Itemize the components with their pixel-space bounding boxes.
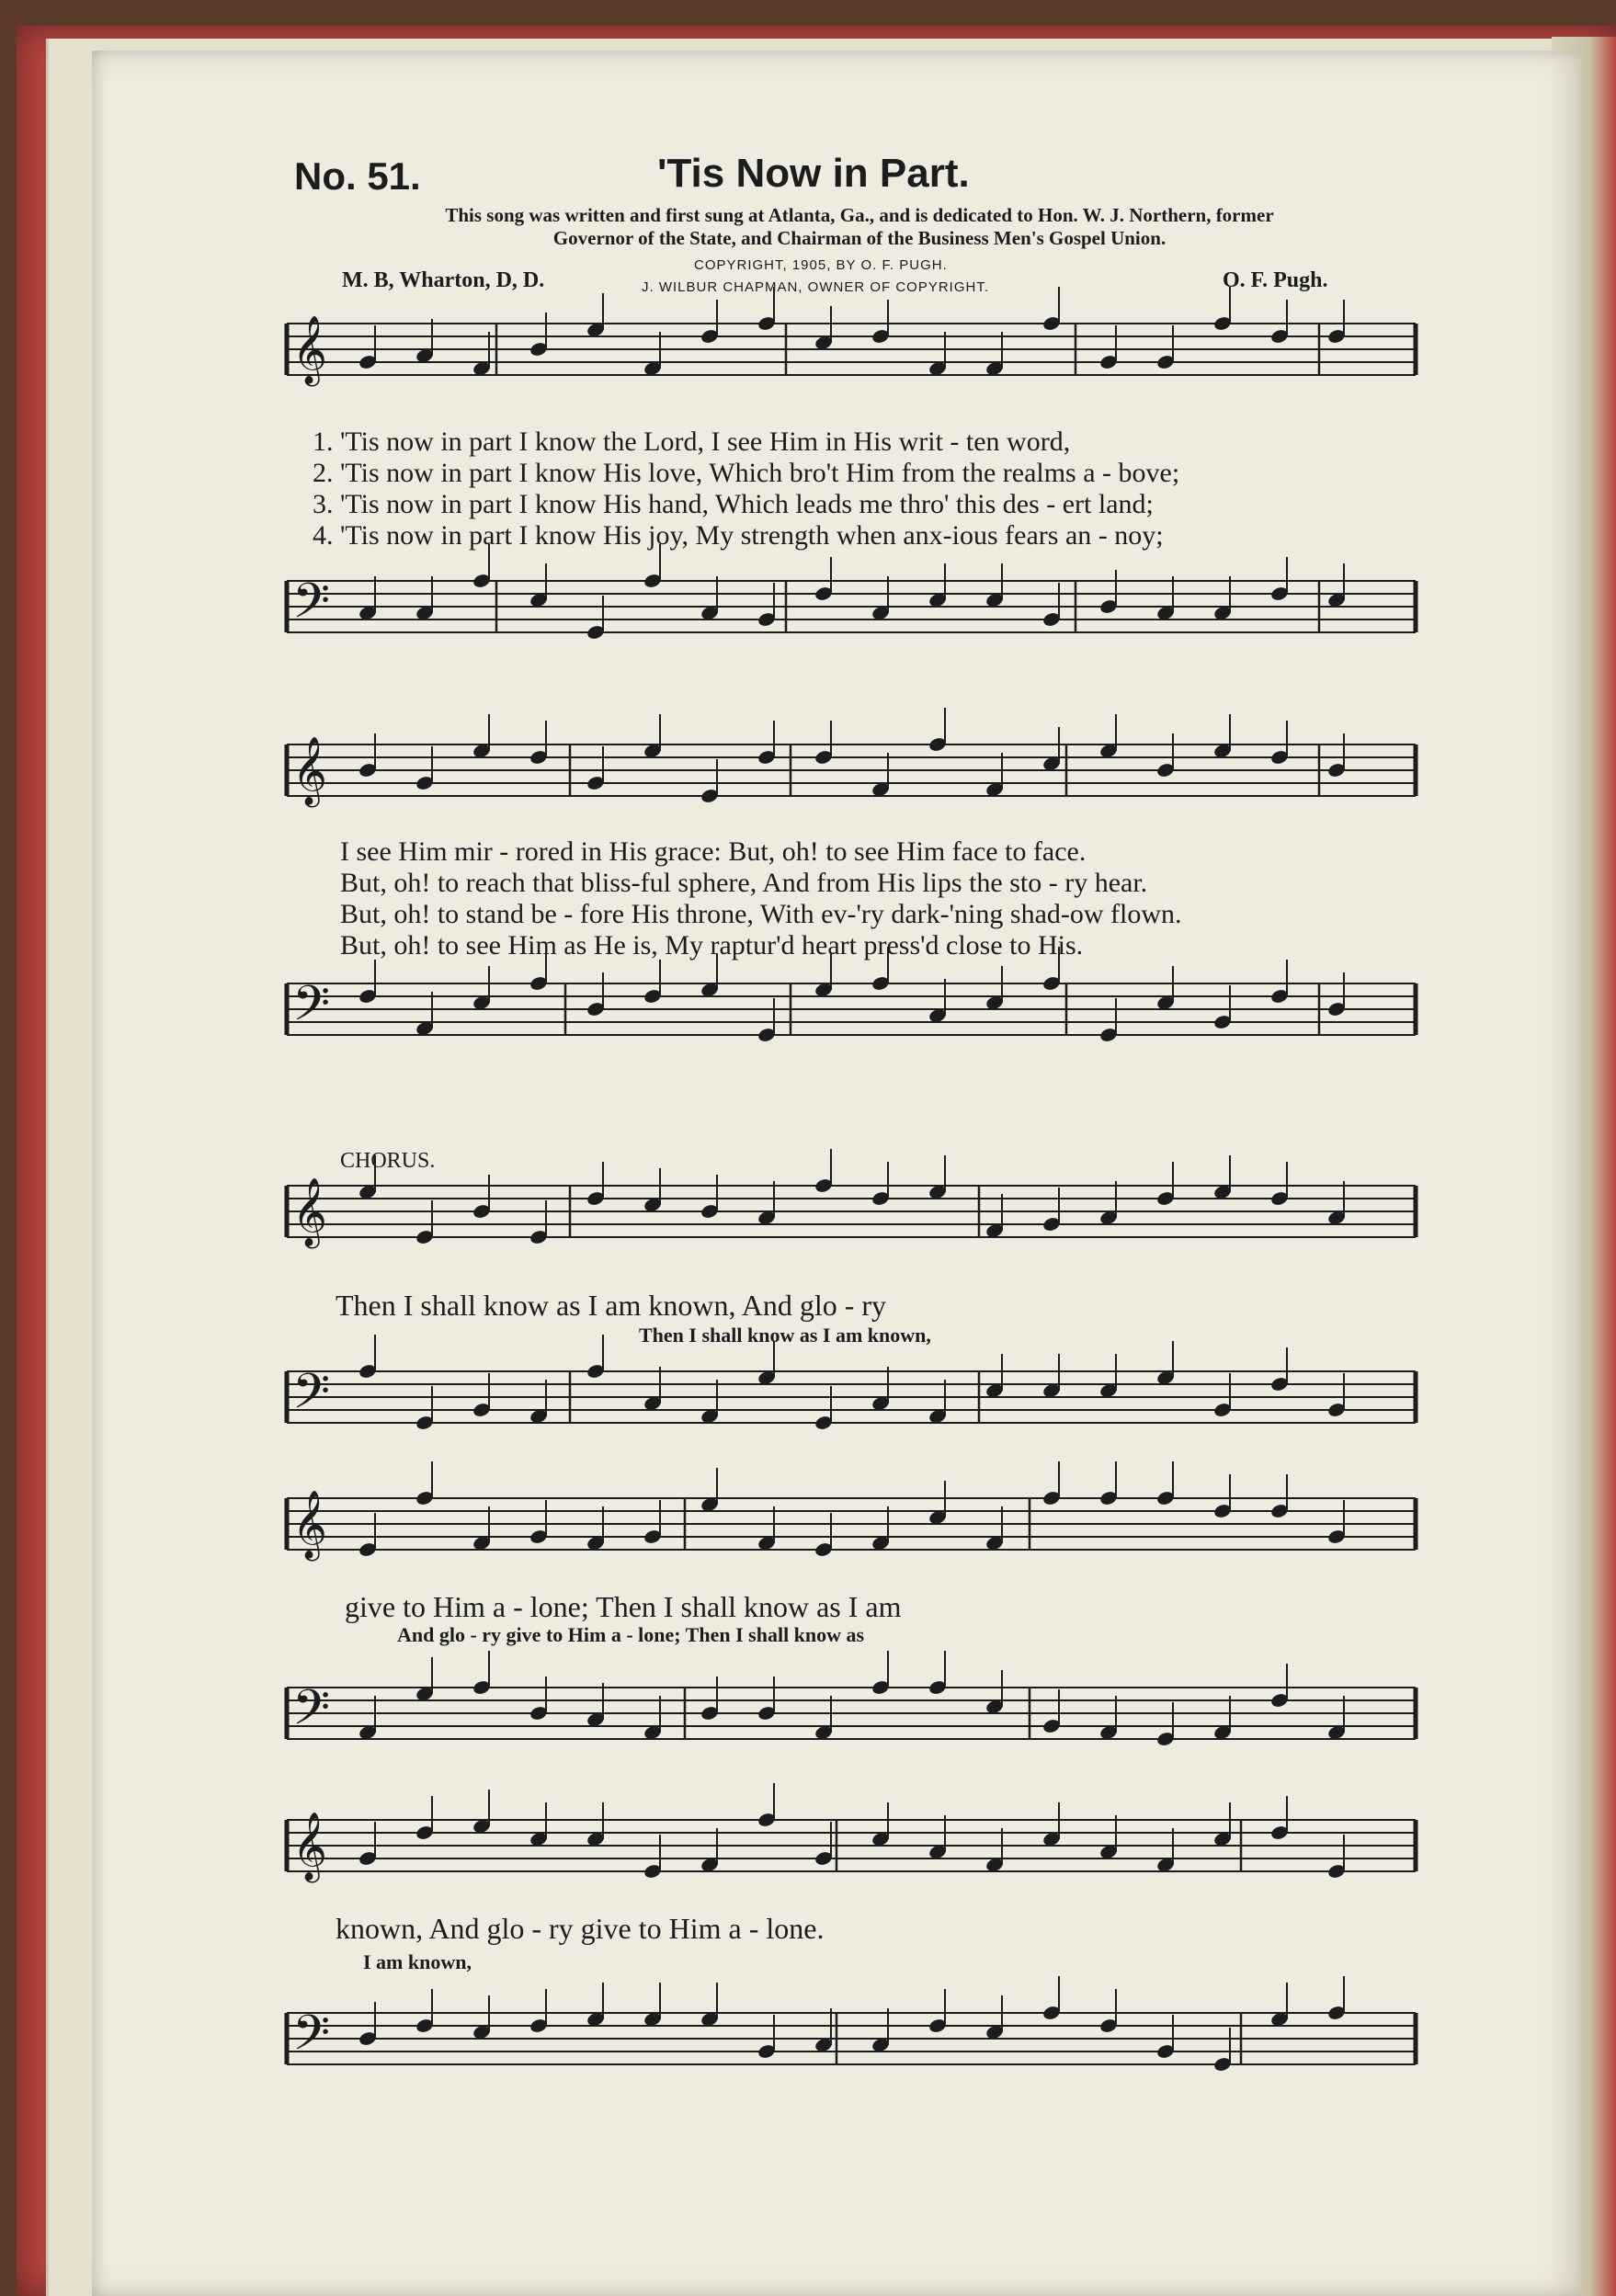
- bass-clef-icon: 𝄢: [292, 574, 331, 642]
- chorus-line-2-treble: give to Him a - lone; Then I shall know as I am: [345, 1590, 902, 1623]
- note-group: [292, 287, 1347, 2074]
- bass-clef-icon: 𝄢: [292, 1680, 331, 1748]
- dedication-line-2: Governor of the State, and Chairman of the Business Men's Gospel Union.: [552, 227, 1166, 249]
- verse-1-line-2: I see Him mir - rored in His grace: But, oh! to see Him face to face.: [340, 836, 1087, 867]
- hymn-number: No. 51.: [294, 154, 421, 198]
- bass-clef-icon: 𝄢: [292, 976, 331, 1044]
- chorus-line-1-bass: Then I shall know as I am known,: [639, 1324, 931, 1347]
- composer-credit: O. F. Pugh.: [1223, 268, 1328, 292]
- verse-4-line-1: 4. 'Tis now in part I know His joy, My strength when anx-ious fears an - noy;: [313, 520, 1164, 551]
- bass-clef-icon: 𝄢: [292, 1364, 331, 1432]
- verse-2-line-2: But, oh! to reach that bliss-ful sphere, And from His lips the sto - ry hear.: [340, 868, 1148, 898]
- lyricist-credit: M. B, Wharton, D, D.: [342, 268, 545, 292]
- chorus-line-1-treble: Then I shall know as I am known, And glo - ry: [336, 1289, 887, 1322]
- treble-clef-icon: 𝄞: [292, 737, 327, 805]
- hymn-title: 'Tis Now in Part.: [657, 151, 970, 196]
- treble-clef-icon: 𝄞: [292, 316, 327, 384]
- treble-clef-icon: 𝄞: [292, 1491, 327, 1559]
- chorus-label: CHORUS.: [340, 1149, 436, 1173]
- verse-1-line-1: 1. 'Tis now in part I know the Lord, I see Him in His writ - ten word,: [313, 426, 1071, 457]
- chorus-line-2-bass: And glo - ry give to Him a - lone; Then I shall know as: [397, 1623, 865, 1646]
- treble-clef-icon: 𝄞: [292, 1813, 327, 1881]
- verse-4-line-2: But, oh! to see Him as He is, My raptur'd heart press'd close to His.: [340, 930, 1084, 960]
- chorus-line-3-treble: known, And glo - ry give to Him a - lone.: [336, 1912, 825, 1945]
- dedication-line-1: This song was written and first sung at Atlanta, Ga., and is dedicated to Hon. W. J. Northern, former: [445, 204, 1274, 226]
- chorus-line-3-bass: I am known,: [363, 1950, 472, 1973]
- verse-3-line-1: 3. 'Tis now in part I know His hand, Which leads me thro' this des - ert land;: [313, 489, 1154, 519]
- staff-group: [287, 324, 1416, 2064]
- treble-clef-icon: 𝄞: [292, 1178, 327, 1246]
- verse-3-line-2: But, oh! to stand be - fore His throne, With ev-'ry dark-'ning shad-ow flown.: [340, 899, 1182, 929]
- bass-clef-icon: 𝄢: [292, 2006, 331, 2074]
- copyright-owner: J. WILBUR CHAPMAN, OWNER OF COPYRIGHT.: [642, 279, 990, 295]
- copyright-notice: COPYRIGHT, 1905, BY O. F. PUGH.: [694, 257, 948, 273]
- verse-2-line-1: 2. 'Tis now in part I know His love, Which bro't Him from the realms a - bove;: [313, 458, 1180, 488]
